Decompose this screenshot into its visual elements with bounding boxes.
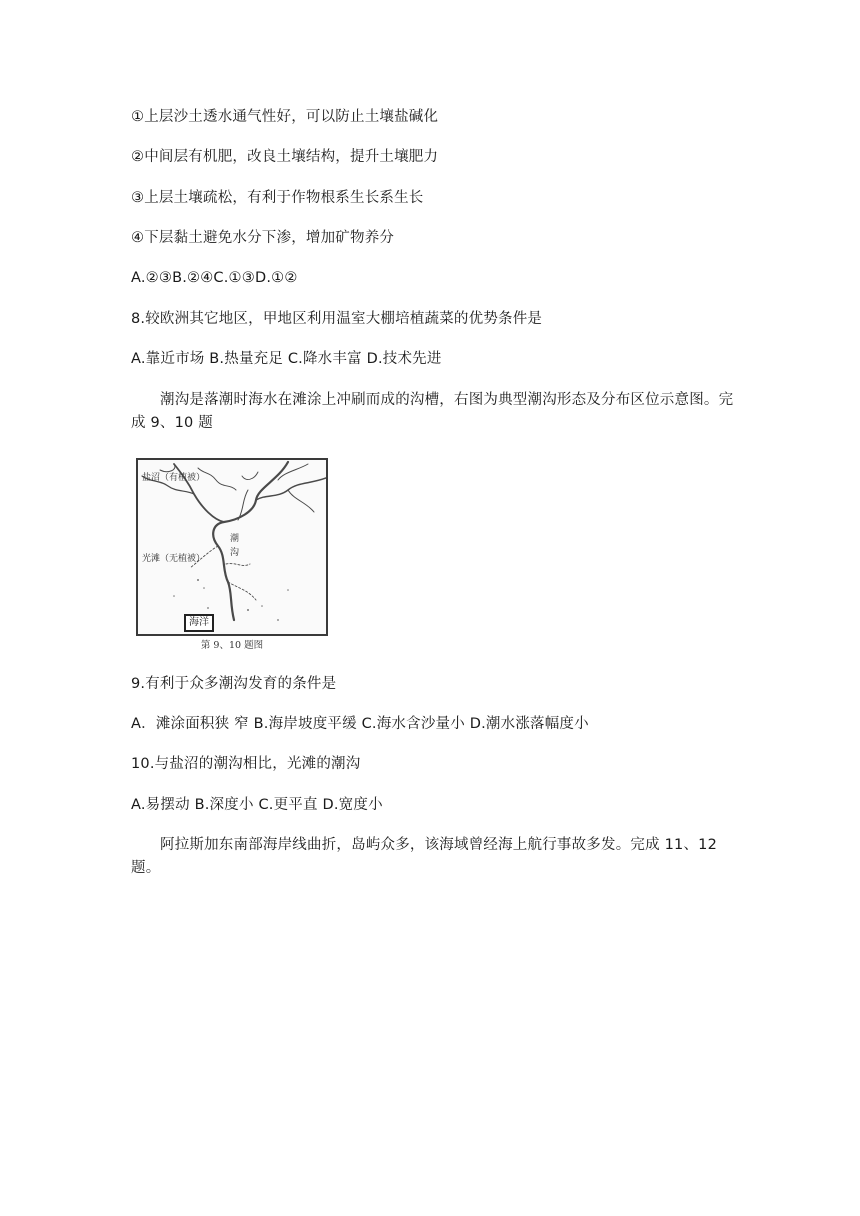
option-3: ③上层土壤疏松，有利于作物根系生长系生长 xyxy=(131,190,424,206)
question-7-choices: A.②③B.②④C.①③D.①② xyxy=(131,270,298,286)
label-ocean: 海洋 xyxy=(184,614,214,632)
figure-caption: 第 9、10 题图 xyxy=(200,640,264,651)
label-tidal-flat: 光滩（无植被） xyxy=(142,554,206,564)
option-2: ②中间层有机肥，改良土壤结构，提升土壤肥力 xyxy=(131,149,439,165)
intro-questions-11-12: 阿拉斯加东南部海岸线曲折，岛屿众多，该海域曾经海上航行事故多发。完成 11、12 题。 xyxy=(131,837,718,876)
map-frame xyxy=(136,458,328,636)
option-1: ①上层沙土透水通气性好，可以防止土壤盐碱化 xyxy=(131,109,439,125)
question-8-stem: 8.较欧洲其它地区，甲地区利用温室大棚培植蔬菜的优势条件是 xyxy=(131,311,543,327)
option-4: ④下层黏土避免水分下渗，增加矿物养分 xyxy=(131,230,395,246)
intro-questions-9-10: 潮沟是落潮时海水在滩涂上冲刷而成的沟槽，右图为典型潮沟形态及分布区位示意图。完成 9、10 题 xyxy=(131,392,734,431)
label-salt-marsh: 盐沼（有植被） xyxy=(142,473,206,483)
question-8-choices: A.靠近市场 B.热量充足 C.降水丰富 D.技术先进 xyxy=(131,351,442,367)
question-10-stem: 10.与盐沼的潮沟相比，光滩的潮沟 xyxy=(131,756,361,772)
question-9-stem: 9.有利于众多潮沟发育的条件是 xyxy=(131,676,337,692)
question-9-choices: A．滩涂面积狭 窄 B.海岸坡度平缓 C.海水含沙量小 D.潮水涨落幅度小 xyxy=(131,716,589,732)
tidal-channel-figure xyxy=(132,456,332,654)
label-tidal-channel: 潮沟 xyxy=(230,534,240,558)
question-10-choices: A.易摆动 B.深度小 C.更平直 D.宽度小 xyxy=(131,797,383,813)
